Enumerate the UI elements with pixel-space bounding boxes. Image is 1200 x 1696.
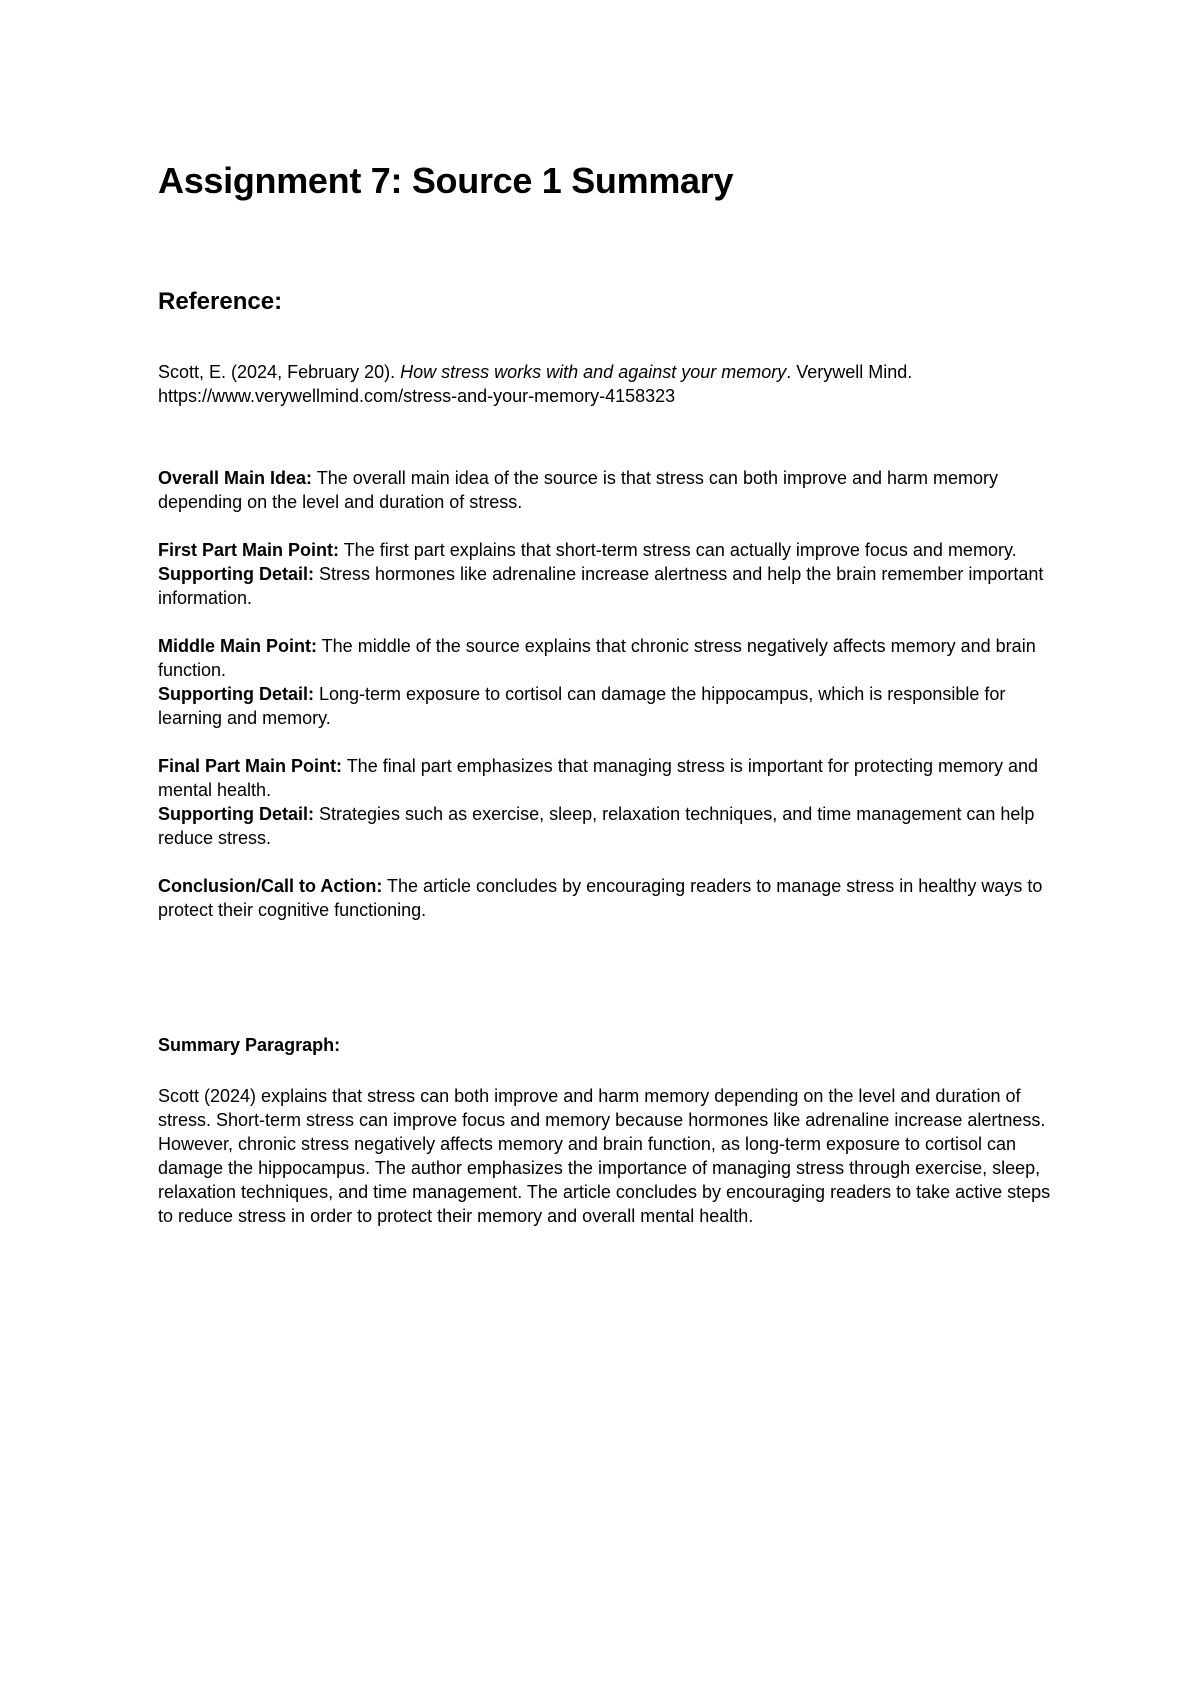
point-label: Conclusion/Call to Action: [158, 876, 383, 896]
citation-lead: Scott, E. (2024, February 20). [158, 362, 401, 382]
point-paragraph [158, 634, 1058, 682]
point-label: Supporting Detail: [158, 804, 314, 824]
point-label: Overall Main Idea: [158, 468, 313, 488]
point-text: The middle of the source explains that chronic stress negatively affects memory and brain function. [158, 636, 1036, 680]
reference-citation [158, 360, 1058, 408]
point-text: Strategies such as exercise, sleep, relaxation techniques, and time management can help reduce stress. [158, 804, 1035, 848]
point-label: Supporting Detail: [158, 684, 314, 704]
page-title: Assignment 7: Source 1 Summary [158, 160, 734, 201]
point-group [158, 634, 1058, 730]
point-group [158, 466, 1058, 514]
citation-tail: . Verywell Mind. [786, 362, 913, 382]
main-points-section [158, 466, 1058, 946]
point-text: The final part emphasizes that managing stress is important for protecting memory and mental health. [158, 756, 1039, 800]
point-paragraph [158, 538, 1058, 562]
point-label: First Part Main Point: [158, 540, 340, 560]
reference-heading: Reference: [158, 288, 283, 315]
point-paragraph [158, 874, 1058, 922]
point-paragraph [158, 754, 1058, 802]
citation-title: How stress works with and against your memory [400, 362, 787, 382]
supporting-detail-paragraph [158, 682, 1058, 730]
summary-paragraph: Scott (2024) explains that stress can both improve and harm memory depending on the level and duration of stress. Short-term stress can improve focus and memory because hormones like adrenaline increase alertness. However, chronic stress negatively affects memory and brain function, as long-term exposure to cortisol can damage the hippocampus. The author emphasizes the importance of managing stress through exercise, sleep, relaxation techniques, and time management. The article concludes by encouraging readers to take active steps to reduce stress in order to protect their memory and overall mental health. [158, 1086, 1051, 1226]
point-label: Middle Main Point: [158, 636, 317, 656]
point-group [158, 874, 1058, 922]
point-text: Long-term exposure to cortisol can damage the hippocampus, which is responsible for learning and memory. [158, 684, 1006, 728]
citation-url: https://www.verywellmind.com/stress-and-your-memory-4158323 [158, 386, 676, 406]
point-label: Supporting Detail: [158, 564, 314, 584]
supporting-detail-paragraph [158, 562, 1058, 610]
point-text: The article concludes by encouraging readers to manage stress in healthy ways to protect their cognitive functioning. [158, 876, 1043, 920]
point-text: The first part explains that short-term stress can actually improve focus and memory. [339, 540, 1017, 560]
point-paragraph [158, 466, 1058, 514]
summary-heading: Summary Paragraph: [158, 1035, 341, 1055]
point-group [158, 538, 1058, 610]
point-text: The overall main idea of the source is that stress can both improve and harm memory depending on the level and duration of stress. [158, 468, 999, 512]
point-text: Stress hormones like adrenaline increase alertness and help the brain remember important information. [158, 564, 1044, 608]
supporting-detail-paragraph [158, 802, 1058, 850]
point-label: Final Part Main Point: [158, 756, 343, 776]
point-group [158, 754, 1058, 850]
